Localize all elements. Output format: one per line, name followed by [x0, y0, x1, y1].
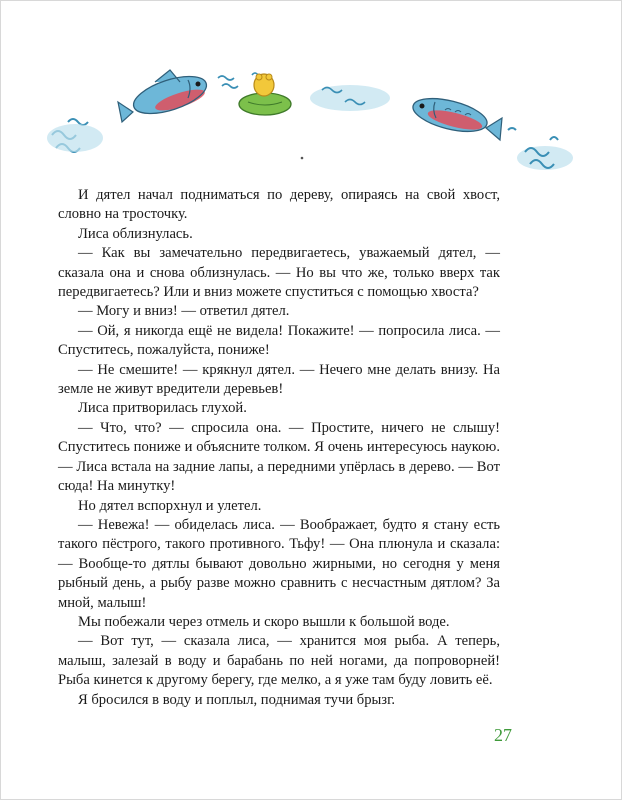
right-fish	[410, 92, 502, 140]
paragraph: — Невежа! — обиделась лиса. — Воображает, будто я стану есть такого пёстрого, такого противного. Тьфу! — Она плюнула и сказала: — Вообще-то дятлы бывают довольно жирными, но сегодня у меня рыбный день, а рыбу разве можно сравнить с несчастным дятлом? За мной, малыш!	[58, 516, 500, 611]
paragraph: — Ой, я никогда ещё не видела! Покажите! — попросила лиса. — Спуститесь, пожалуйста, пониже!	[58, 322, 500, 359]
paragraph: — Как вы замечательно передвигаетесь, уважаемый дятел, — сказала она и снова облизнулась. — Но вы что же, только вверх так передвигаетесь? Или и вниз можете спуститься с помощью хвоста?	[58, 245, 500, 301]
story-text	[58, 186, 500, 710]
paragraph: Лиса облизнулась.	[78, 225, 193, 242]
paragraph: — Вот тут, — сказала лиса, — хранится моя рыба. А теперь, малыш, залезай в воду и барабань по ней ногами, да попроворней! Рыба кинется к другому берегу, где мелко, а я уже там буду ловить её.	[58, 633, 500, 689]
paragraph: — Могу и вниз! — ответил дятел.	[78, 303, 290, 320]
paragraph: Лиса притворилась глухой.	[78, 400, 247, 417]
fish-and-frog-illustration	[30, 40, 590, 190]
frog-on-leaf	[239, 74, 291, 115]
paragraph: — Что, что? — спросила она. — Простите, ничего не слышу! Спуститесь пониже и объясните толком. Я очень интересуюсь наукою. — Лиса встала на задние лапы, а передними упёрлась в дерево. — Вот сюда! На минутку!	[58, 419, 500, 495]
paragraph: Я бросился в воду и поплыл, поднимая тучи брызг.	[78, 691, 396, 708]
paragraph: — Не смешите! — крякнул дятел. — Нечего мне делать внизу. На земле не живут вредители деревьев!	[58, 361, 500, 398]
left-fish	[118, 69, 211, 122]
paragraph: И дятел начал подниматься по дереву, опираясь на свой хвост, словно на тросточку.	[58, 187, 500, 223]
paragraph: Мы побежали через отмель и скоро вышли к большой воде.	[78, 613, 450, 630]
page-number: 27	[494, 725, 512, 745]
paragraph: Но дятел вспорхнул и улетел.	[78, 497, 262, 514]
